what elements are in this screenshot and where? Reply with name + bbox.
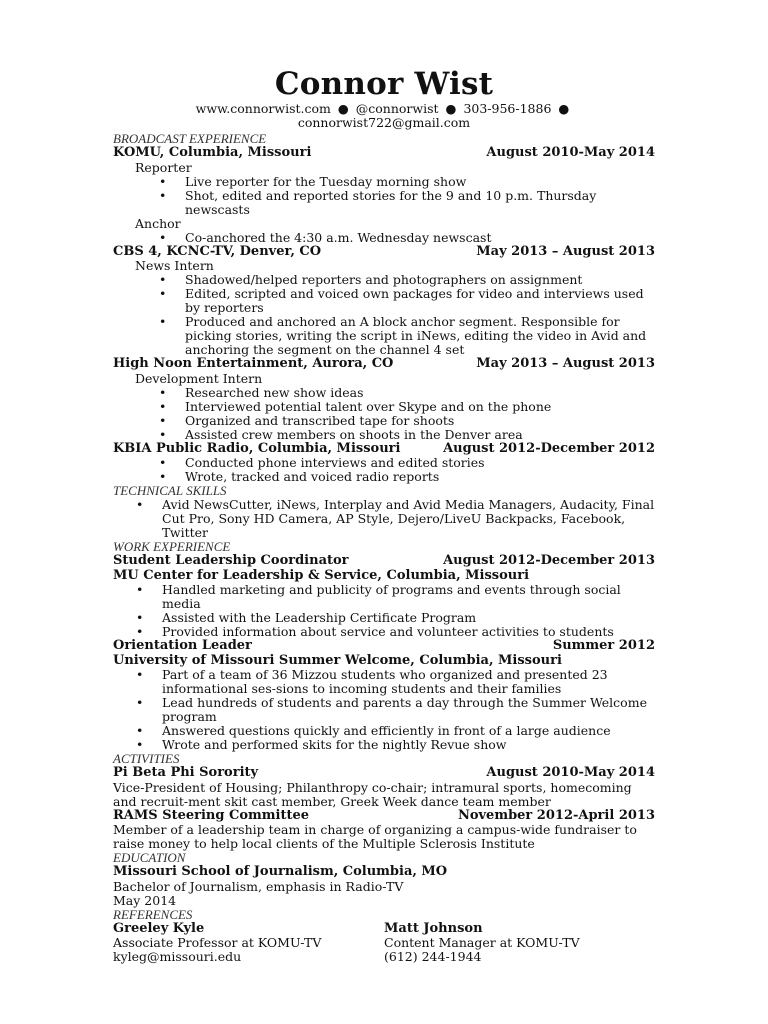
activity-description: Vice-President of Housing; Philanthropy co-chair; intramural sports, homecoming and recruit-ment skit cast member, Greek Week dance team member (113, 779, 632, 809)
bullet-item: • Assisted crew members on shoots in the Denver area (185, 428, 655, 442)
bullet-item: • Shadowed/helped reporters and photographers on assignment (185, 273, 655, 287)
job-org: KBIA Public Radio, Columbia, Missouri (113, 440, 401, 456)
section-heading-technical: TECHNICAL SKILLS (113, 483, 227, 498)
bullet-list (113, 386, 655, 442)
separator: ● (445, 101, 457, 116)
bullet-list (113, 668, 655, 752)
section-heading-broadcast: BROADCAST EXPERIENCE (113, 131, 267, 146)
job-role: News Intern (135, 258, 214, 273)
bullet-item: • Edited, scripted and voiced own packages for video and interviews used by reporters (185, 287, 655, 315)
activity-date: August 2010-May 2014 (486, 765, 655, 780)
graduation-date: May 2014 (113, 892, 177, 908)
section-heading-work: WORK EXPERIENCE (113, 539, 231, 554)
bullet-list (113, 498, 655, 540)
job-org: University of Missouri Summer Welcome, Columbia, Missouri (113, 652, 562, 668)
separator: ● (337, 101, 349, 116)
job-date: May 2013 – August 2013 (476, 243, 655, 259)
activity-org: RAMS Steering Committee (113, 807, 310, 823)
job-org: CBS 4, KCNC-TV, Denver, CO (113, 243, 322, 259)
bullet-item: • Organized and transcribed tape for shoots (185, 414, 655, 428)
reference-entry (384, 922, 655, 965)
bullet-list (113, 175, 655, 217)
job-header-slc (113, 554, 655, 569)
bullet-item: • Handled marketing and publicity of programs and events through social media (162, 583, 655, 611)
reference-name: Matt Johnson (384, 920, 483, 936)
bullet-item: • Conducted phone interviews and edited stories (185, 456, 655, 470)
reference-phone: (612) 244-1944 (384, 949, 482, 964)
bullet-item: • Avid NewsCutter, iNews, Interplay and Avid Media Managers, Audacity, Final Cut Pro, Sony HD Camera, AP Style, Dejero/LiveU Backpacks, Facebook, Twitter (162, 498, 655, 540)
job-header-cbs (113, 245, 655, 260)
bullet-item: • Assisted with the Leadership Certificate Program (162, 611, 655, 625)
reference-entry (113, 922, 384, 965)
school-name: Missouri School of Journalism, Columbia, MO (113, 864, 448, 879)
job-header-highnoon (113, 357, 655, 372)
reference-name: Greeley Kyle (113, 920, 205, 936)
job-org: KOMU, Columbia, Missouri (113, 145, 312, 160)
bullet-item: • Interviewed potential talent over Skype and on the phone (185, 400, 655, 414)
activity-header-rams (113, 809, 655, 824)
job-header-orientation (113, 639, 655, 654)
bullet-item: • Part of a team of 36 Mizzou students who organized and presented 23 informational ses-sions to incoming students and their families (162, 668, 655, 696)
bullet-item: • Lead hundreds of students and parents a day through the Summer Welcome program (162, 696, 655, 724)
job-date: May 2013 – August 2013 (476, 356, 655, 371)
activity-description: Member of a leadership team in charge of organizing a campus-wide fundraiser to raise money to help local clients of the Multiple Sclerosis Institute (113, 822, 637, 851)
job-role: Reporter (135, 159, 192, 175)
job-date: August 2012-December 2013 (443, 553, 655, 568)
bullet-list (113, 231, 655, 245)
degree: Bachelor of Journalism, emphasis in Radio-TV (113, 878, 404, 894)
job-date: Summer 2012 (552, 638, 655, 653)
bullet-item: • Researched new show ideas (185, 386, 655, 400)
bullet-list (113, 273, 655, 357)
bullet-item: • Wrote, tracked and voiced radio reports (185, 470, 655, 484)
email-link[interactable]: connorwist722@gmail.com (297, 115, 471, 130)
job-date: August 2012-December 2012 (443, 440, 655, 456)
job-date: August 2010-May 2014 (486, 145, 655, 160)
activity-org: Pi Beta Phi Sorority (113, 765, 259, 780)
bullet-item: • Live reporter for the Tuesday morning show (185, 175, 655, 189)
section-heading-activities: ACTIVITIES (113, 751, 180, 766)
social-handle: @connorwist (355, 101, 439, 116)
activity-header-pbp (113, 766, 655, 781)
references-list (113, 922, 655, 965)
bullet-item: • Shot, edited and reported stories for the 9 and 10 p.m. Thursday newscasts (185, 189, 655, 217)
reference-title: Content Manager at KOMU-TV (384, 935, 580, 950)
phone-number: 303-956-1886 (463, 101, 552, 116)
bullet-item: • Answered questions quickly and efficiently in front of a large audience (162, 724, 655, 738)
job-role: Orientation Leader (113, 638, 252, 653)
separator: ● (558, 101, 570, 116)
job-header-kbia (113, 442, 655, 457)
job-org: High Noon Entertainment, Aurora, CO (113, 356, 394, 371)
section-heading-education: EDUCATION (113, 850, 186, 865)
job-org: MU Center for Leadership & Service, Columbia, Missouri (113, 567, 530, 583)
website-link[interactable]: www.connorwist.com (195, 101, 331, 116)
section-heading-references: REFERENCES (113, 906, 193, 922)
bullet-list (113, 456, 655, 484)
resume-page (113, 66, 655, 964)
bullet-item: • Co-anchored the 4:30 a.m. Wednesday newscast (185, 231, 655, 245)
job-header-komu (113, 146, 655, 161)
activity-date: November 2012-April 2013 (457, 807, 655, 823)
resume-name: Connor Wist (274, 66, 494, 102)
reference-title: Associate Professor at KOMU-TV (113, 935, 322, 950)
job-role: Anchor (135, 215, 181, 231)
job-role: Student Leadership Coordinator (113, 553, 349, 568)
job-role: Development Intern (135, 370, 263, 386)
reference-email[interactable]: kyleg@missouri.edu (113, 949, 242, 964)
contact-line (113, 102, 655, 130)
bullet-item: • Produced and anchored an A block anchor segment. Responsible for picking stories, writing the script in iNews, editing the video in Avid and anchoring the segment on the channel 4 set (185, 315, 655, 357)
bullet-list (113, 583, 655, 639)
bullet-item: • Wrote and performed skits for the nightly Revue show (162, 738, 655, 752)
bullet-item: • Provided information about service and volunteer activities to students (162, 625, 655, 639)
